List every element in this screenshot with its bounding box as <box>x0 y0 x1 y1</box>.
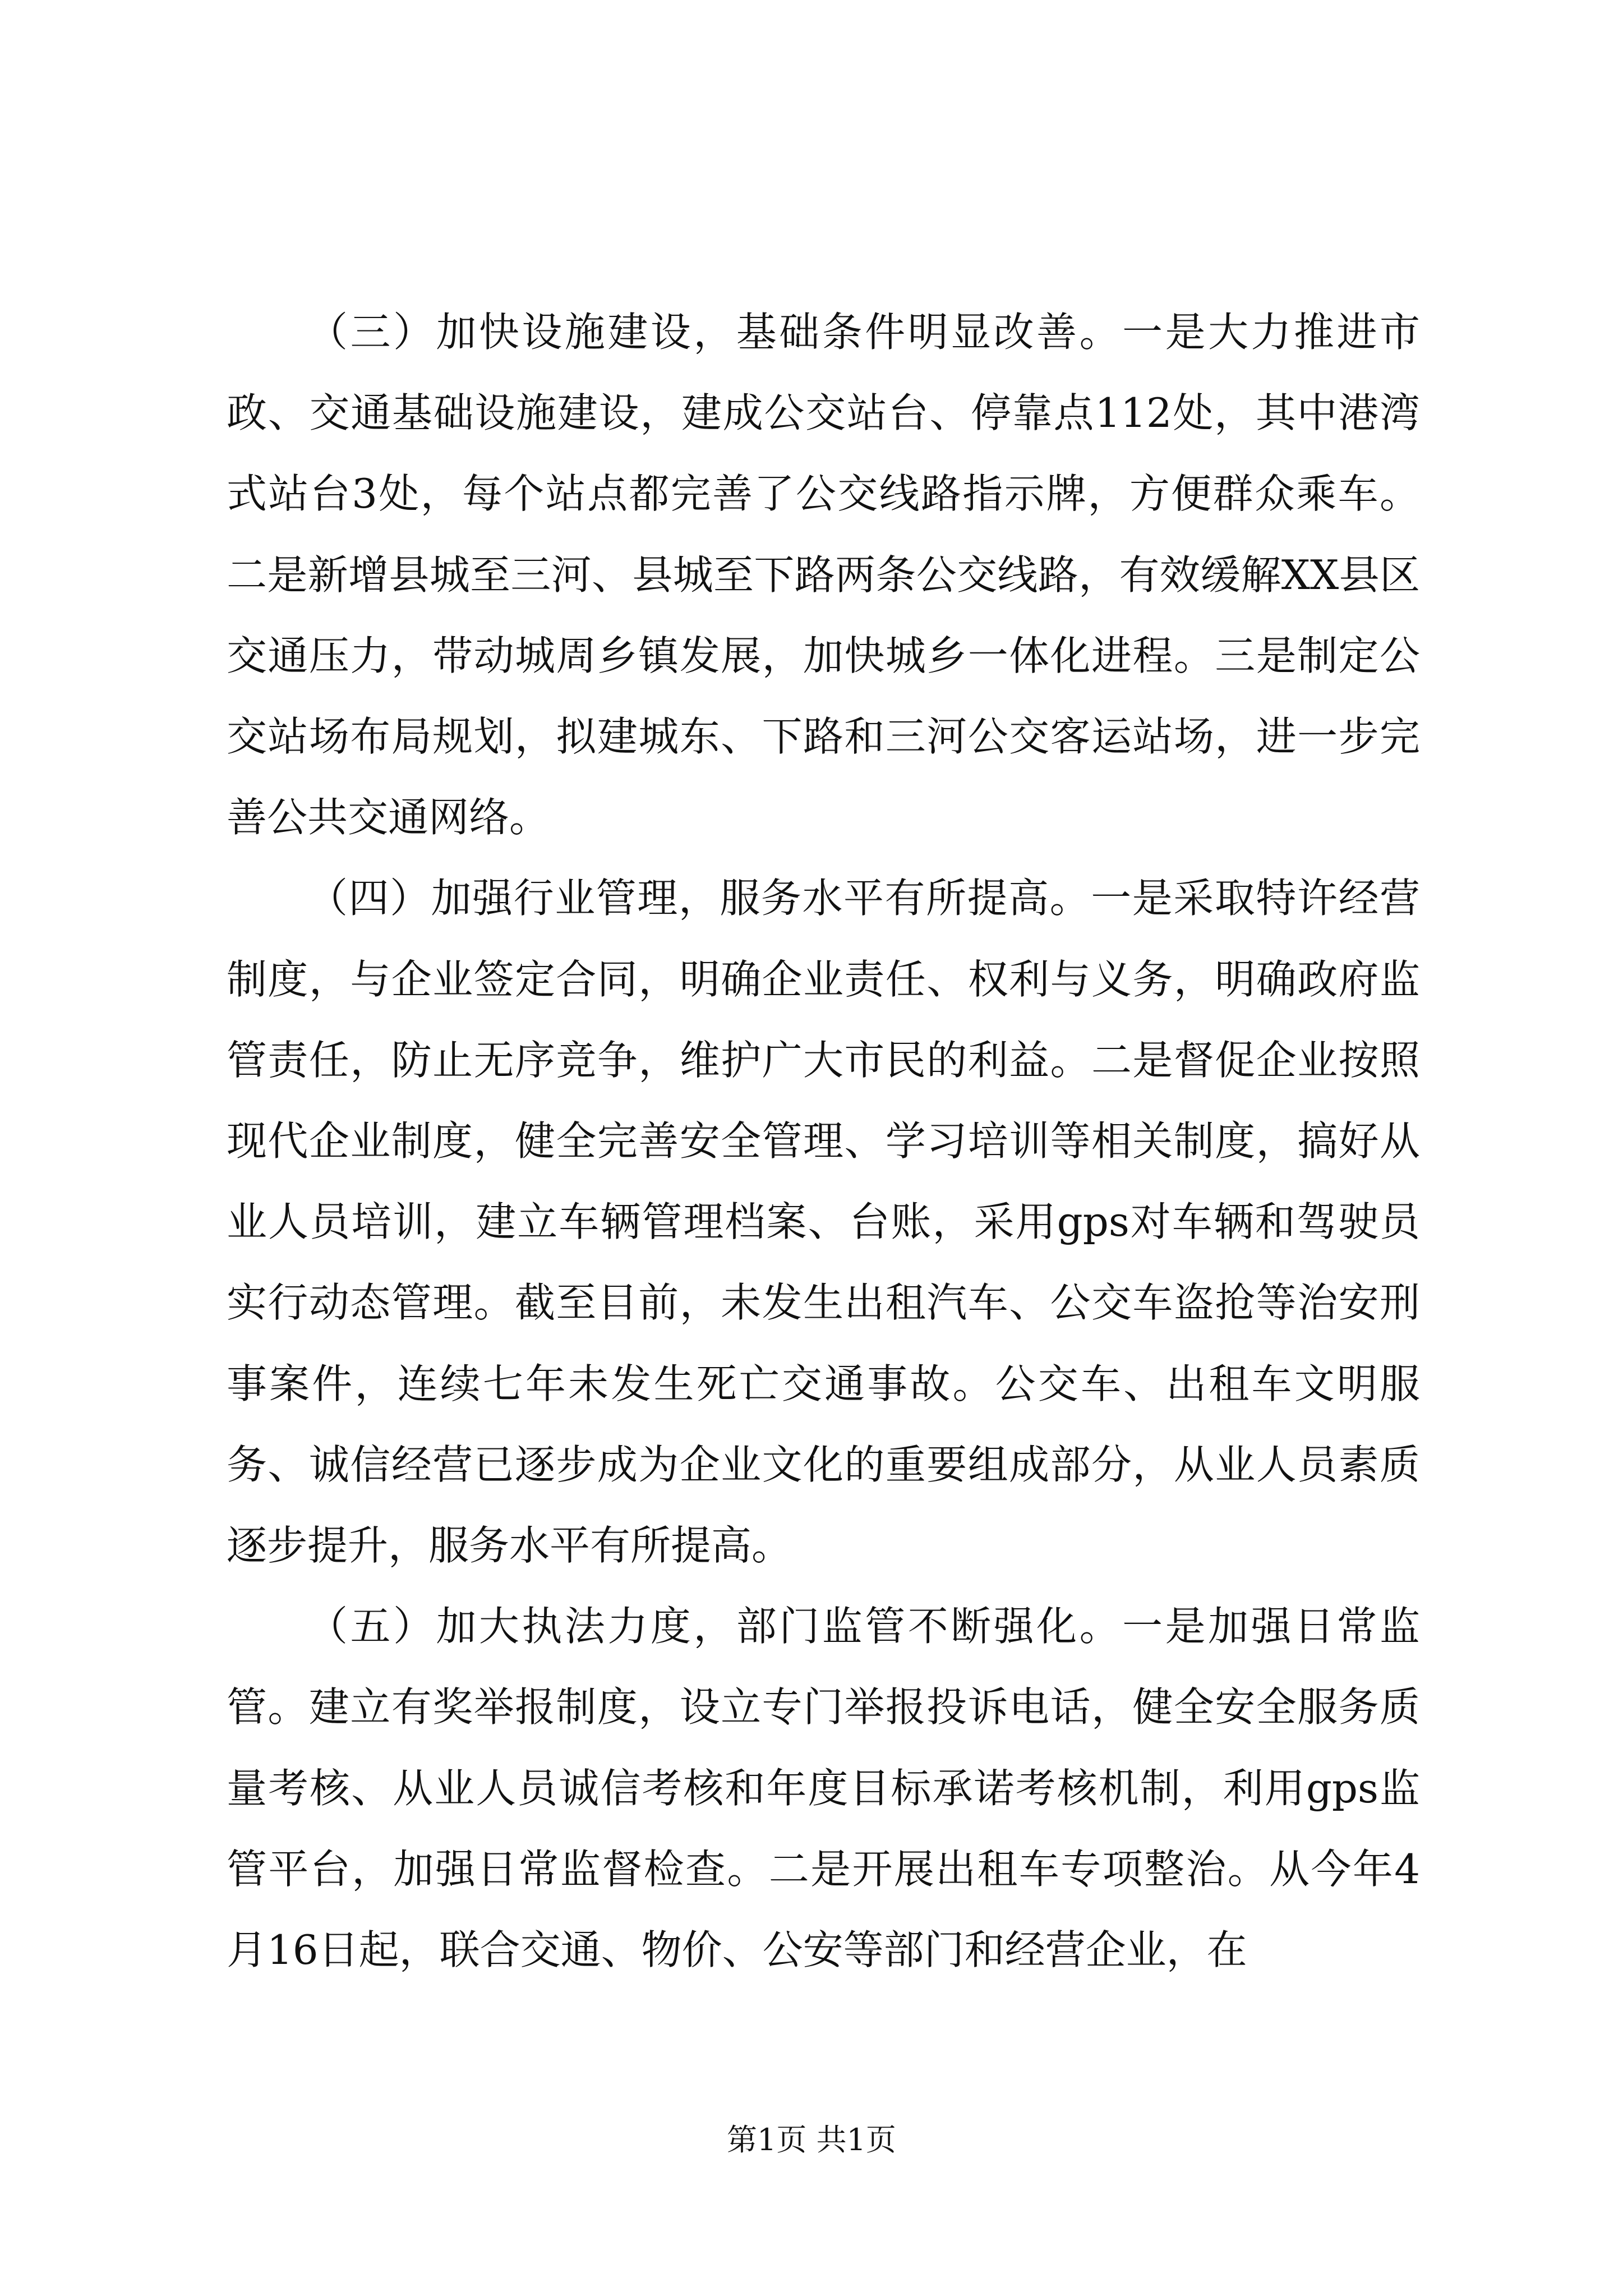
paragraph-section-4: （四）加强行业管理，服务水平有所提高。一是采取特许经营制度，与企业签定合同，明确企业责任、权利与义务，明确政府监管责任，防止无序竞争，维护广大市民的利益。二是督促企业按照现代企业制度，健全完善安全管理、学习培训等相关制度，搞好从业人员培训，建立车辆管理档案、台账，采用gps对车辆和驾驶员实行动态管理。截至目前，未发生出租汽车、公交车盗抢等治安刑事案件，连续七年未发生死亡交通事故。公交车、出租车文明服务、诚信经营已逐步成为企业文化的重要组成部分，从业人员素质逐步提升，服务水平有所提高。 <box>227 875 1420 1570</box>
paragraph-section-3: （三）加快设施建设，基础条件明显改善。一是大力推进市政、交通基础设施建设，建成公交站台、停靠点112处，其中港湾式站台3处，每个站点都完善了公交线路指示牌，方便群众乘车。二是新增县城至三河、县城至下路两条公交线路，有效缓解XX县区交通压力，带动城周乡镇发展，加快城乡一体化进程。三是制定公交站场布局规划，拟建城东、下路和三河公交客运站场，进一步完善公共交通网络。 <box>227 309 1420 841</box>
page-footer: 第1页 共1页 <box>727 2122 896 2157</box>
document-body <box>227 292 1420 1990</box>
paragraph-section-5: （五）加大执法力度，部门监管不断强化。一是加强日常监管。建立有奖举报制度，设立专门举报投诉电话，健全安全服务质量考核、从业人员诚信考核和年度目标承诺考核机制，利用gps监管平台，加强日常监督检查。二是开展出租车专项整治。从今年4月16日起，联合交通、物价、公安等部门和经营企业，在 <box>227 1603 1420 1974</box>
